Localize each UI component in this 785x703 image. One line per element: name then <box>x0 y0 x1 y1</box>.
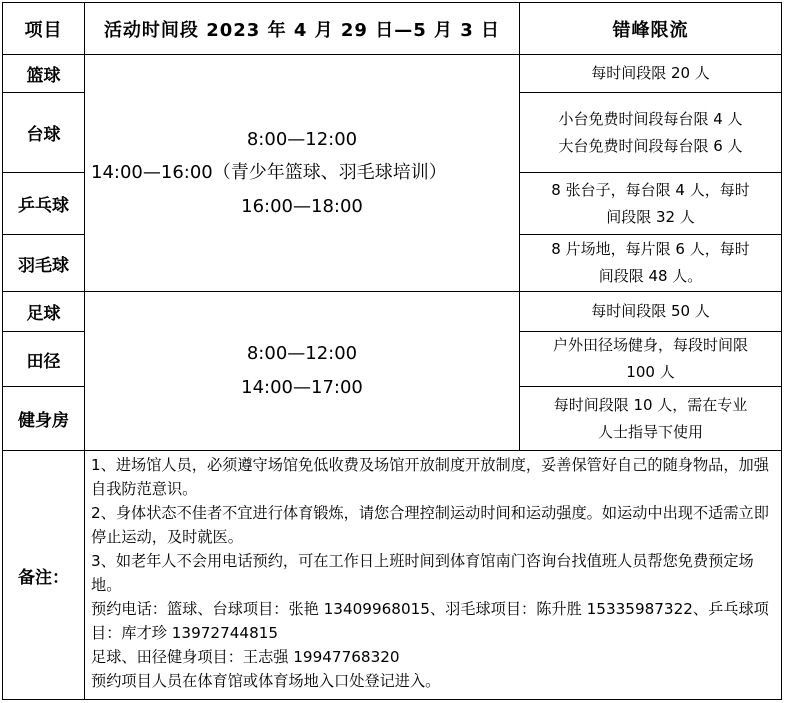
note-line: 预约电话：篮球、台球项目：张艳 13409968015、羽毛球项目：陈升胜 15335987322、乒乓球项目：库才珍 13972744815 <box>91 600 769 642</box>
time-slot: 8:00—12:00 <box>246 343 358 365</box>
time-slot: 14:00—16:00（青少年篮球、羽毛球培训） <box>91 162 447 184</box>
time-slot: 14:00—17:00 <box>241 377 363 398</box>
limit-table-tennis <box>520 173 782 235</box>
note-line: 1、进场馆人员，必须遵守场馆免低收费及场馆开放制度开放制度，妥善保管好自己的随身物品，加强自我防范意识。 <box>91 456 769 498</box>
limit-text: 每时间段限 50 人 <box>591 302 710 320</box>
limit-text: 每时间段限 10 人，需在专业 <box>553 395 748 414</box>
item-billiards: 台球 <box>3 93 85 173</box>
note-line: 3、如老年人不会用电话预约，可在工作日上班时间到体育馆南门咨询台找值班人员帮您免费预定场地。 <box>91 552 754 594</box>
header-time: 活动时间段 2023 年 4 月 29 日—5 月 3 日 <box>85 3 520 55</box>
limit-football <box>520 292 782 332</box>
item-gym: 健身房 <box>3 387 85 451</box>
note-line: 预约项目人员在体育馆或体育场地入口处登记进入。 <box>91 672 441 690</box>
limit-basketball <box>520 55 782 93</box>
time-slot: 16:00—18:00 <box>241 195 363 217</box>
time-slots-group2 <box>85 292 520 451</box>
notes-label: 备注： <box>3 451 85 700</box>
limit-badminton <box>520 235 782 292</box>
table-row <box>3 292 782 332</box>
notes-row <box>3 451 782 700</box>
item-table-tennis: 乒乓球 <box>3 173 85 235</box>
item-football: 足球 <box>3 292 85 332</box>
limit-gym <box>520 387 782 451</box>
item-badminton: 羽毛球 <box>3 235 85 292</box>
limit-text: 间段限 32 人 <box>606 207 695 226</box>
limit-athletics <box>520 332 782 387</box>
header-limit: 错峰限流 <box>520 3 782 55</box>
limit-text: 间段限 48 人。 <box>598 267 703 285</box>
limit-text: 每时间段限 20 人 <box>591 64 710 82</box>
limit-text: 100 人 <box>626 363 675 381</box>
time-slots-group1 <box>85 55 520 292</box>
note-line: 足球、田径健身项目：王志强 19947768320 <box>91 648 400 666</box>
item-basketball: 篮球 <box>3 55 85 93</box>
note-line: 2、身体状态不佳者不宜进行体育锻炼，请您合理控制运动时间和运动强度。如运动中出现不适需立即停止运动，及时就医。 <box>91 504 769 546</box>
limit-text: 大台免费时间段每台限 6 人 <box>558 136 743 155</box>
notes-body <box>85 451 782 700</box>
time-slot: 8:00—12:00 <box>246 128 358 150</box>
limit-text: 小台免费时间段每台限 4 人 <box>558 109 743 128</box>
schedule-table <box>2 2 782 700</box>
limit-text: 8 片场地，每片限 6 人，每时 <box>551 240 750 258</box>
schedule-sheet <box>2 2 781 699</box>
limit-text: 8 张台子，每台限 4 人，每时 <box>551 180 750 199</box>
limit-text: 户外田径场健身，每段时间限 <box>552 336 748 354</box>
header-item: 项目 <box>3 3 85 55</box>
table-row <box>3 55 782 93</box>
header-row <box>3 3 782 55</box>
limit-billiards <box>520 93 782 173</box>
limit-text: 人士指导下使用 <box>597 422 703 441</box>
item-athletics: 田径 <box>3 332 85 387</box>
